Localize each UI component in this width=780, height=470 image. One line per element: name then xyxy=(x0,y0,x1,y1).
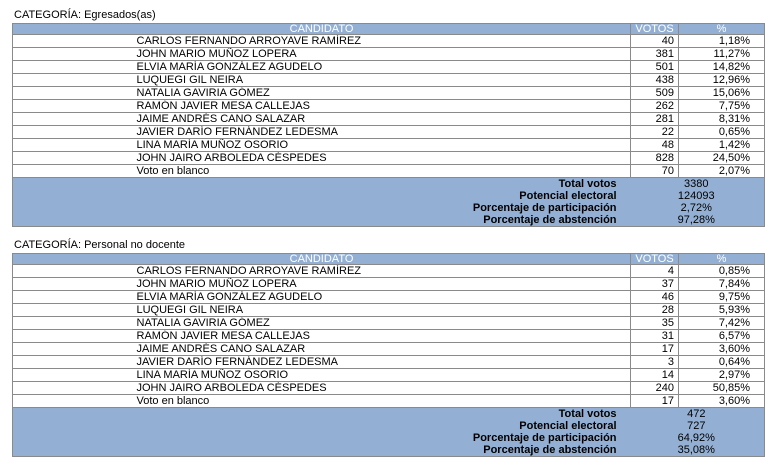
summary-label: Potencial electoral xyxy=(135,420,631,432)
summary-row xyxy=(13,190,765,202)
votes-cell: 17 xyxy=(631,343,679,356)
row-spacer-cell xyxy=(13,48,135,61)
row-spacer-cell xyxy=(13,304,135,317)
results-table xyxy=(12,23,765,227)
percent-cell: 0,64% xyxy=(679,356,765,369)
votes-cell: 22 xyxy=(631,126,679,139)
results-table xyxy=(12,253,765,457)
candidate-column-header: CANDIDATO xyxy=(13,24,631,35)
candidate-row xyxy=(13,278,765,291)
candidate-name-cell: JOHN MARIO MUÑOZ LOPERA xyxy=(135,278,631,291)
results-section-personal-no-docente xyxy=(12,239,764,457)
summary-row xyxy=(13,444,765,457)
votes-cell: 40 xyxy=(631,35,679,48)
candidate-row xyxy=(13,369,765,382)
percent-cell: 2,07% xyxy=(679,165,765,178)
candidate-row xyxy=(13,139,765,152)
votes-cell: 35 xyxy=(631,317,679,330)
percent-cell: 50,85% xyxy=(679,382,765,395)
percent-cell: 3,60% xyxy=(679,395,765,408)
votes-column-header: VOTOS xyxy=(631,24,679,35)
summary-value: 472 xyxy=(631,408,765,421)
category-label: CATEGORÍA: xyxy=(14,9,82,21)
candidate-row xyxy=(13,165,765,178)
candidate-name-cell: RAMÓN JAVIER MESA CALLEJAS xyxy=(135,330,631,343)
summary-row xyxy=(13,178,765,191)
summary-row xyxy=(13,214,765,227)
summary-label: Total votos xyxy=(135,408,631,421)
candidate-name-cell: JOHN JAIRO ARBOLEDA CÉSPEDES xyxy=(135,152,631,165)
candidate-name-cell: LUQUEGI GIL NEIRA xyxy=(135,74,631,87)
candidate-name-cell: JAVIER DARÍO FERNÁNDEZ LEDESMA xyxy=(135,126,631,139)
summary-row xyxy=(13,408,765,421)
votes-cell: 3 xyxy=(631,356,679,369)
percent-cell: 7,75% xyxy=(679,100,765,113)
summary-row xyxy=(13,420,765,432)
candidate-name-cell: NATALIA GAVIRIA GÓMEZ xyxy=(135,317,631,330)
votes-cell: 28 xyxy=(631,304,679,317)
candidate-name-cell: CARLOS FERNANDO ARROYAVE RAMÍREZ xyxy=(135,35,631,48)
row-spacer-cell xyxy=(13,317,135,330)
votes-cell: 828 xyxy=(631,152,679,165)
summary-row xyxy=(13,202,765,214)
candidate-row xyxy=(13,343,765,356)
summary-value: 124093 xyxy=(631,190,765,202)
row-spacer-cell xyxy=(13,113,135,126)
candidate-row xyxy=(13,356,765,369)
row-spacer-cell xyxy=(13,139,135,152)
table-header-row xyxy=(13,254,765,265)
category-name: Egresados(as) xyxy=(84,9,156,21)
candidate-name-cell: LUQUEGI GIL NEIRA xyxy=(135,304,631,317)
summary-spacer-cell xyxy=(13,408,135,421)
votes-cell: 381 xyxy=(631,48,679,61)
percent-cell: 24,50% xyxy=(679,152,765,165)
row-spacer-cell xyxy=(13,35,135,48)
row-spacer-cell xyxy=(13,100,135,113)
row-spacer-cell xyxy=(13,330,135,343)
candidate-row xyxy=(13,304,765,317)
candidate-column-header: CANDIDATO xyxy=(13,254,631,265)
votes-column-header: VOTOS xyxy=(631,254,679,265)
percent-cell: 11,27% xyxy=(679,48,765,61)
candidate-name-cell: JAVIER DARÍO FERNÁNDEZ LEDESMA xyxy=(135,356,631,369)
candidate-name-cell: JOHN MARIO MUÑOZ LOPERA xyxy=(135,48,631,61)
row-spacer-cell xyxy=(13,278,135,291)
candidate-name-cell: CARLOS FERNANDO ARROYAVE RAMÍREZ xyxy=(135,265,631,278)
votes-cell: 438 xyxy=(631,74,679,87)
candidate-row xyxy=(13,382,765,395)
candidate-row xyxy=(13,87,765,100)
percent-cell: 5,93% xyxy=(679,304,765,317)
row-spacer-cell xyxy=(13,343,135,356)
candidate-row xyxy=(13,265,765,278)
percent-cell: 14,82% xyxy=(679,61,765,74)
category-name: Personal no docente xyxy=(84,239,186,251)
candidate-row xyxy=(13,291,765,304)
votes-cell: 14 xyxy=(631,369,679,382)
percent-cell: 2,97% xyxy=(679,369,765,382)
summary-value: 727 xyxy=(631,420,765,432)
candidate-name-cell: JAIME ANDRÉS CANO SALAZAR xyxy=(135,113,631,126)
category-title xyxy=(12,9,764,23)
summary-spacer-cell xyxy=(13,202,135,214)
candidate-row xyxy=(13,317,765,330)
row-spacer-cell xyxy=(13,291,135,304)
candidate-name-cell: ELVIA MARÍA GONZÁLEZ AGUDELO xyxy=(135,291,631,304)
summary-value: 97,28% xyxy=(631,214,765,227)
candidate-row xyxy=(13,330,765,343)
candidate-row xyxy=(13,152,765,165)
candidate-name-cell: Voto en blanco xyxy=(135,395,631,408)
candidate-name-cell: NATALIA GAVIRIA GÓMEZ xyxy=(135,87,631,100)
votes-cell: 70 xyxy=(631,165,679,178)
summary-spacer-cell xyxy=(13,444,135,457)
votes-cell: 48 xyxy=(631,139,679,152)
row-spacer-cell xyxy=(13,152,135,165)
summary-spacer-cell xyxy=(13,214,135,227)
summary-value: 64,92% xyxy=(631,432,765,444)
results-section-egresados xyxy=(12,9,764,227)
row-spacer-cell xyxy=(13,87,135,100)
row-spacer-cell xyxy=(13,265,135,278)
candidate-name-cell: JAIME ANDRÉS CANO SALAZAR xyxy=(135,343,631,356)
candidate-row xyxy=(13,74,765,87)
row-spacer-cell xyxy=(13,126,135,139)
summary-spacer-cell xyxy=(13,432,135,444)
summary-label: Total votos xyxy=(135,178,631,191)
row-spacer-cell xyxy=(13,165,135,178)
row-spacer-cell xyxy=(13,356,135,369)
votes-cell: 281 xyxy=(631,113,679,126)
summary-spacer-cell xyxy=(13,178,135,191)
votes-cell: 31 xyxy=(631,330,679,343)
summary-value: 3380 xyxy=(631,178,765,191)
candidate-row xyxy=(13,395,765,408)
percent-cell: 0,65% xyxy=(679,126,765,139)
votes-cell: 262 xyxy=(631,100,679,113)
percent-cell: 6,57% xyxy=(679,330,765,343)
candidate-name-cell: ELVIA MARÍA GONZÁLEZ AGUDELO xyxy=(135,61,631,74)
row-spacer-cell xyxy=(13,395,135,408)
summary-value: 2,72% xyxy=(631,202,765,214)
candidate-row xyxy=(13,113,765,126)
summary-label: Potencial electoral xyxy=(135,190,631,202)
percent-column-header: % xyxy=(679,254,765,265)
summary-spacer-cell xyxy=(13,420,135,432)
percent-cell: 12,96% xyxy=(679,74,765,87)
summary-label: Porcentaje de participación xyxy=(135,432,631,444)
candidate-row xyxy=(13,61,765,74)
candidate-name-cell: RAMÓN JAVIER MESA CALLEJAS xyxy=(135,100,631,113)
percent-cell: 9,75% xyxy=(679,291,765,304)
category-label: CATEGORÍA: xyxy=(14,239,82,251)
percent-cell: 15,06% xyxy=(679,87,765,100)
candidate-row xyxy=(13,126,765,139)
votes-cell: 4 xyxy=(631,265,679,278)
summary-label: Porcentaje de abstención xyxy=(135,214,631,227)
candidate-row xyxy=(13,100,765,113)
percent-column-header: % xyxy=(679,24,765,35)
candidate-name-cell: Voto en blanco xyxy=(135,165,631,178)
summary-spacer-cell xyxy=(13,190,135,202)
votes-cell: 37 xyxy=(631,278,679,291)
category-title xyxy=(12,239,764,253)
candidate-row xyxy=(13,48,765,61)
votes-cell: 509 xyxy=(631,87,679,100)
summary-label: Porcentaje de abstención xyxy=(135,444,631,457)
summary-value: 35,08% xyxy=(631,444,765,457)
votes-cell: 240 xyxy=(631,382,679,395)
candidate-row xyxy=(13,35,765,48)
table-header-row xyxy=(13,24,765,35)
percent-cell: 8,31% xyxy=(679,113,765,126)
row-spacer-cell xyxy=(13,74,135,87)
candidate-name-cell: LINA MARÍA MUÑOZ OSORIO xyxy=(135,369,631,382)
votes-cell: 17 xyxy=(631,395,679,408)
percent-cell: 0,85% xyxy=(679,265,765,278)
percent-cell: 1,42% xyxy=(679,139,765,152)
candidate-name-cell: LINA MARÍA MUÑOZ OSORIO xyxy=(135,139,631,152)
row-spacer-cell xyxy=(13,369,135,382)
row-spacer-cell xyxy=(13,382,135,395)
candidate-name-cell: JOHN JAIRO ARBOLEDA CÉSPEDES xyxy=(135,382,631,395)
row-spacer-cell xyxy=(13,61,135,74)
summary-row xyxy=(13,432,765,444)
votes-cell: 46 xyxy=(631,291,679,304)
percent-cell: 7,42% xyxy=(679,317,765,330)
percent-cell: 3,60% xyxy=(679,343,765,356)
percent-cell: 7,84% xyxy=(679,278,765,291)
summary-label: Porcentaje de participación xyxy=(135,202,631,214)
percent-cell: 1,18% xyxy=(679,35,765,48)
votes-cell: 501 xyxy=(631,61,679,74)
